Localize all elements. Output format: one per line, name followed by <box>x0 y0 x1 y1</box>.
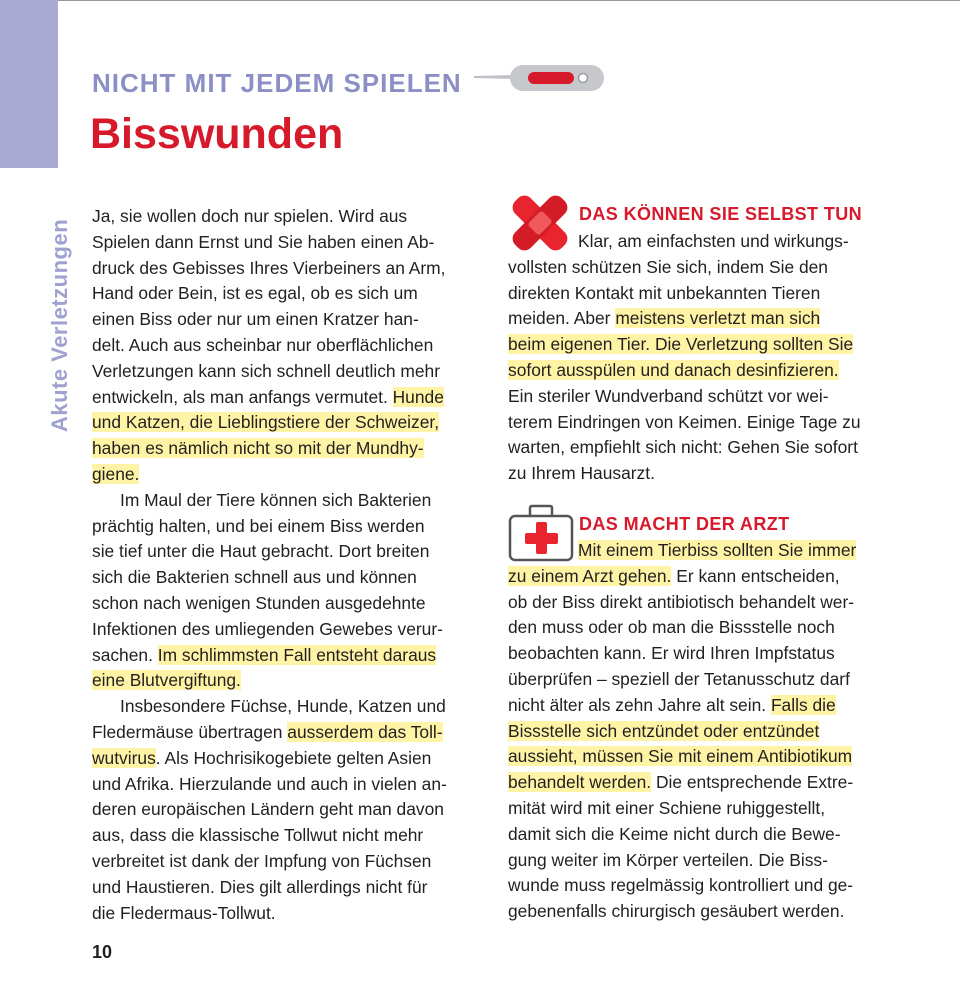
body-text: beobachten kann. Er wird Ihren Impfstatus <box>508 643 835 664</box>
text-line <box>508 719 908 745</box>
body-text: Ein steriler Wundverband schützt vor wei- <box>508 385 829 406</box>
text-line <box>508 564 908 590</box>
text-line <box>508 796 908 822</box>
text-line <box>508 384 908 410</box>
highlighted-text: eine Blutvergiftung. <box>92 670 241 691</box>
text-line <box>508 435 908 461</box>
text-line <box>508 744 908 770</box>
body-text: aus, dass die klassische Tollwut nicht mehr <box>92 825 424 846</box>
text-line <box>508 306 908 332</box>
text-line <box>508 615 908 641</box>
body-text: verbreitet ist dank der Impfung von Füchsen <box>92 850 432 871</box>
body-text: ob der Biss direkt antibiotisch behandelt wer- <box>508 591 855 612</box>
text-line <box>92 772 487 798</box>
text-line <box>92 256 487 282</box>
body-text: und Afrika. Hierzulande und auch in vielen an- <box>92 773 447 794</box>
text-line <box>92 746 487 772</box>
body-text: sie tief unter die Haut gebracht. Dort breiten <box>92 541 430 562</box>
page-number: 10 <box>92 942 113 962</box>
text-line <box>508 667 908 693</box>
text-line <box>508 641 908 667</box>
text-line <box>92 617 487 643</box>
highlighted-text: Hunde <box>392 386 444 407</box>
chapter-tab <box>0 0 58 168</box>
text-line <box>508 281 908 307</box>
body-text: zu Ihrem Hausarzt. <box>508 463 655 484</box>
text-line <box>92 281 487 307</box>
highlighted-text: Falls die <box>770 694 836 715</box>
body-text: sich die Bakterien schnell aus und können <box>92 567 417 588</box>
text-line <box>508 229 908 255</box>
text-line <box>92 462 487 488</box>
page-title: Bisswunden <box>90 110 344 158</box>
body-text: entwickeln, als man anfangs vermutet. <box>92 386 393 407</box>
highlighted-text: Im schlimmsten Fall entsteht daraus <box>157 644 437 665</box>
text-line <box>92 307 487 333</box>
text-line <box>508 590 908 616</box>
highlighted-text: beim eigenen Tier. Die Verletzung sollten Sie <box>508 334 854 355</box>
body-text: wunde muss regelmässig kontrolliert und ge- <box>508 875 854 896</box>
body-text: nicht älter als zehn Jahre alt sein. <box>508 694 771 715</box>
text-line <box>508 410 908 436</box>
body-text: direkten Kontakt mit unbekannten Tieren <box>508 282 821 303</box>
body-text: den muss oder ob man die Bissstelle noch <box>508 617 835 638</box>
text-line <box>508 461 908 487</box>
text-line <box>92 410 487 436</box>
highlighted-text: aussieht, müssen Sie mit einem Antibiotikum <box>508 746 853 767</box>
text-line <box>92 694 487 720</box>
thermometer-icon <box>472 61 606 93</box>
text-line <box>92 204 487 230</box>
body-text: Fledermäuse übertragen <box>92 721 288 742</box>
body-text: sachen. <box>92 644 158 665</box>
highlighted-text: giene. <box>92 463 140 484</box>
text-line <box>508 873 908 899</box>
body-text: schon nach wenigen Stunden ausgedehnte <box>92 592 426 613</box>
body-text: Die entsprechende Extre- <box>651 772 854 793</box>
text-line <box>92 875 487 901</box>
text-line <box>92 514 487 540</box>
body-text: Insbesondere Füchse, Hunde, Katzen und <box>120 696 446 717</box>
text-line <box>508 770 908 796</box>
text-line <box>92 539 487 565</box>
highlighted-text: behandelt werden. <box>508 772 652 793</box>
highlighted-text: haben es nämlich nicht so mit der Mundhy- <box>92 438 424 459</box>
highlighted-text: meistens verletzt man sich <box>615 308 821 329</box>
box2-heading: DAS MACHT DER ARZT <box>579 514 790 534</box>
section-kicker: NICHT MIT JEDEM SPIELEN <box>92 68 462 98</box>
box1-body <box>508 229 908 487</box>
body-text: einen Biss oder nur um einen Kratzer han- <box>92 309 419 330</box>
highlighted-text: und Katzen, die Lieblingstiere der Schweizer, <box>92 412 440 433</box>
text-line <box>508 358 908 384</box>
text-line <box>92 488 487 514</box>
text-line <box>92 359 487 385</box>
text-line <box>508 255 908 281</box>
body-text: vollsten schützen Sie sich, indem Sie den <box>508 256 828 277</box>
body-text: Spielen dann Ernst und Sie haben einen Ab- <box>92 231 435 252</box>
text-line <box>92 797 487 823</box>
text-line <box>92 565 487 591</box>
highlighted-text: sofort ausspülen und danach desinfizieren. <box>508 359 839 380</box>
chapter-label: Akute Verletzungen <box>47 218 72 432</box>
text-line <box>92 591 487 617</box>
left-column <box>92 204 487 926</box>
highlighted-text: wutvirus <box>92 747 156 768</box>
body-text: damit sich die Keime nicht durch die Bewe- <box>508 823 841 844</box>
text-line <box>508 332 908 358</box>
body-text: Klar, am einfachsten und wirkungs- <box>578 231 849 251</box>
text-line <box>508 538 908 564</box>
body-text: druck des Gebisses Ihres Vierbeiners an Arm, <box>92 257 446 278</box>
body-text: Hand oder Bein, ist es egal, ob es sich um <box>92 283 418 304</box>
body-text: und Haustieren. Dies gilt allerdings nicht für <box>92 876 428 897</box>
box2-body <box>508 538 908 925</box>
body-text: gung weiter im Körper verteilen. Die Biss- <box>508 849 828 870</box>
body-text: prächtig halten, und bei einem Biss werden <box>92 515 425 536</box>
text-line <box>92 385 487 411</box>
body-text: warten, empfiehlt sich nicht: Gehen Sie sofort <box>508 437 858 458</box>
text-line <box>92 849 487 875</box>
highlighted-text: Bissstelle sich entzündet oder entzündet <box>508 720 820 741</box>
body-text: überprüfen – speziell der Tetanusschutz darf <box>508 668 850 689</box>
text-line <box>508 822 908 848</box>
text-line <box>92 436 487 462</box>
highlighted-text: ausserdem das Toll- <box>287 721 443 742</box>
body-text: gebenenfalls chirurgisch gesäubert werden. <box>508 901 845 922</box>
box1-heading: DAS KÖNNEN SIE SELBST TUN <box>579 204 863 224</box>
body-text: . Als Hochrisikogebiete gelten Asien <box>155 747 432 768</box>
body-text: Ja, sie wollen doch nur spielen. Wird aus <box>92 206 408 226</box>
body-text: delt. Auch aus scheinbar nur oberflächlichen <box>92 334 434 355</box>
body-text: deren europäischen Ländern geht man davon <box>92 799 444 820</box>
text-line <box>92 901 487 927</box>
body-text: Er kann entscheiden, <box>671 565 840 586</box>
body-text: Verletzungen kann sich schnell deutlich mehr <box>92 360 441 381</box>
text-line <box>92 230 487 256</box>
highlighted-text: zu einem Arzt gehen. <box>508 565 672 586</box>
body-text: terem Eindringen von Keimen. Einige Tage zu <box>508 411 861 432</box>
body-text: die Fledermaus-Tollwut. <box>92 902 276 923</box>
text-line <box>92 643 487 669</box>
text-line <box>508 899 908 925</box>
text-line <box>92 333 487 359</box>
highlighted-text: Mit einem Tierbiss sollten Sie immer <box>578 540 857 560</box>
body-text: Im Maul der Tiere können sich Bakterien <box>120 489 432 510</box>
text-line <box>508 693 908 719</box>
text-line <box>508 848 908 874</box>
text-line <box>92 823 487 849</box>
text-line <box>92 720 487 746</box>
body-text: Infektionen des umliegenden Gewebes verur- <box>92 618 443 639</box>
body-text: meiden. Aber <box>508 308 616 329</box>
top-rule <box>0 0 960 1</box>
body-text: mität wird mit einer Schiene ruhiggestellt, <box>508 797 826 818</box>
text-line <box>92 668 487 694</box>
